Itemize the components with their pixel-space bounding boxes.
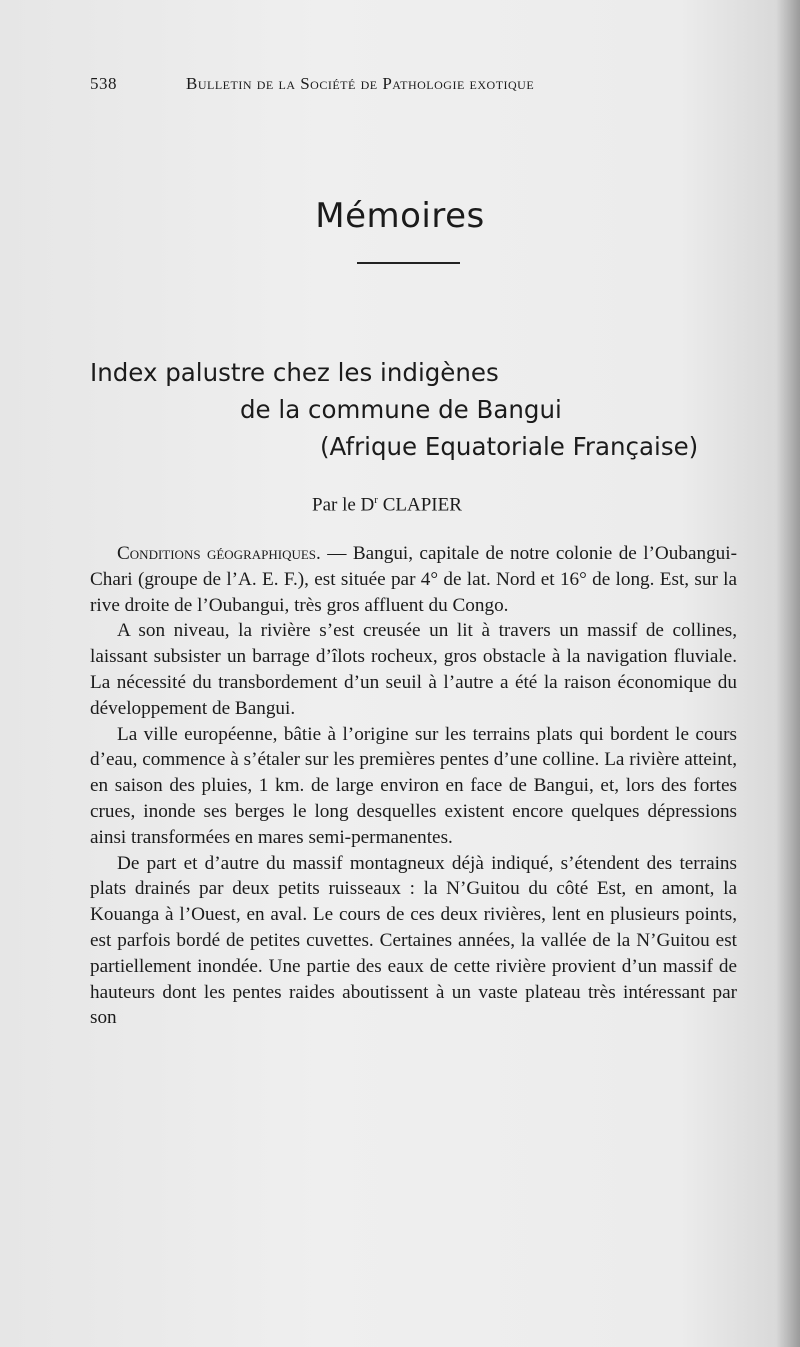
paragraph-4: De part et d’autre du massif montagneux déjà indiqué, s’étendent des terrains plats drainés par deux petits ruisseaux : la N’Guitou du côté Est, en amont, la Kouanga à l’Ouest, en aval. Le cours de ces deux rivières, lent en plusieurs points, est parfois bordé de petites cuvettes. Certaines années, la vallée de la N’Guitou est partiellement inondée. Une partie des eaux de cette rivière provient d’un massif de hauteurs dont les pentes raides aboutissent à un vaste plateau très intéressant par son	[90, 852, 737, 1029]
paragraph-1	[90, 541, 737, 618]
author-name: CLAPIER	[377, 494, 462, 516]
article-title-line-1: Index palustre chez les indigènes	[90, 358, 499, 387]
section-divider	[357, 262, 460, 264]
article-title-line-2: de la commune de Bangui	[240, 395, 562, 424]
article-title-line-3: (Afrique Equatoriale Française)	[320, 432, 699, 461]
author-line	[312, 494, 462, 516]
running-title: Bulletin de la Société de Pathologie exotique	[186, 74, 535, 93]
paragraph-3: La ville européenne, bâtie à l’origine sur les terrains plats qui bordent le cours d’eau, commence à s’étaler sur les premières pentes d’une colline. La rivière atteint, en saison des pluies, 1 km. de large environ en face de Bangui, et, lors des fortes crues, inonde ses berges le long desquelles existent encore quelques dépressions ainsi transformées en mares semi-permanentes.	[90, 723, 737, 848]
author-prefix: Par le D	[312, 494, 375, 516]
paragraph-text: — Bangui, capitale de notre colonie de l’Oubangui-Chari (groupe de l’A. E. F.), est située par 4° de lat. Nord et 16° de long. Est, sur la rive droite de l’Oubangui, très gros affluent du Congo.	[90, 543, 737, 616]
paragraph-2: A son niveau, la rivière s’est creusée un lit à travers un massif de collines, laissant subsister un barrage d’îlots rocheux, gros obstacle à la navigation fluviale. La nécessité du transbordement d’un seuil à l’autre a été la raison économique du développement de Bangui.	[90, 620, 737, 719]
article-body	[90, 541, 737, 1031]
author-title-sup: r	[374, 494, 378, 506]
page-number: 538	[90, 74, 117, 93]
paragraph-lead: Conditions géographiques.	[117, 543, 321, 564]
section-title: Mémoires	[315, 196, 485, 236]
